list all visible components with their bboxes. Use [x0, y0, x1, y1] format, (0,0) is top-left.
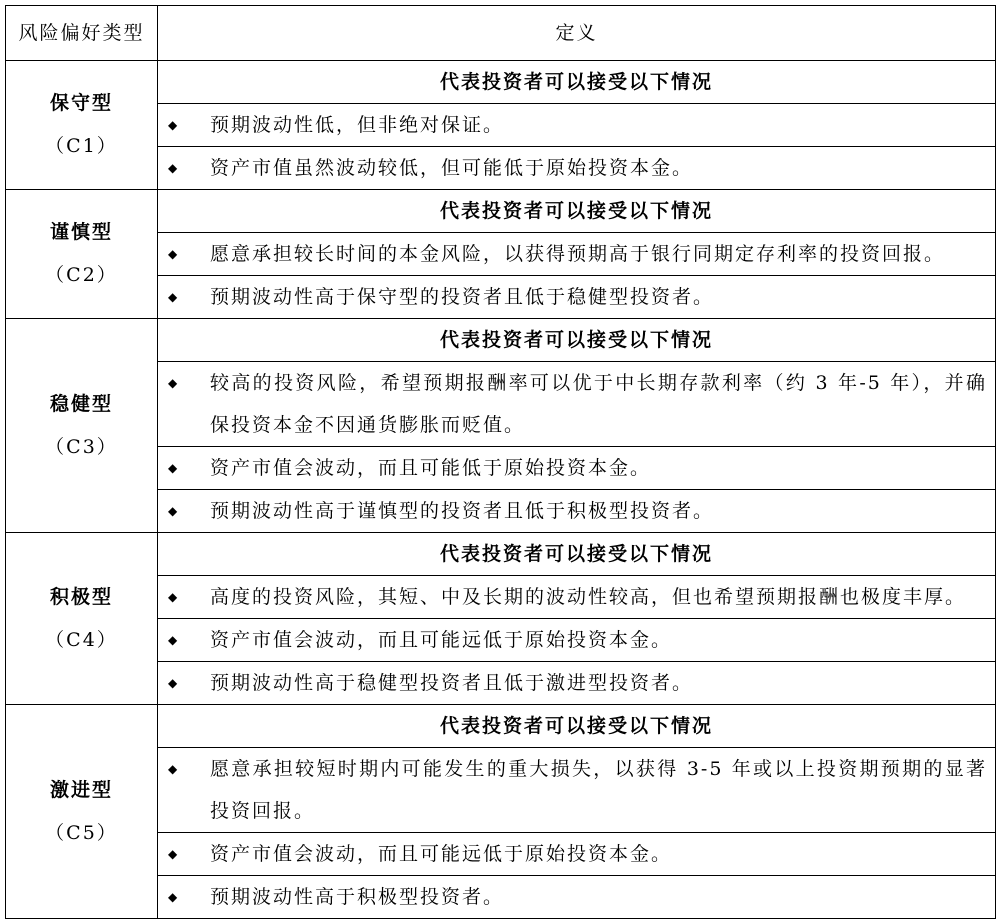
diamond-bullet-icon: ◆	[168, 762, 178, 776]
category-intro: 代表投资者可以接受以下情况	[158, 533, 996, 576]
diamond-bullet-icon: ◆	[168, 847, 178, 861]
category-intro: 代表投资者可以接受以下情况	[158, 705, 996, 748]
list-item	[158, 662, 996, 705]
category-cell-c4	[6, 533, 158, 705]
diamond-bullet-icon: ◆	[168, 504, 178, 518]
table-row	[6, 190, 996, 233]
table-row	[6, 705, 996, 748]
diamond-bullet-icon: ◆	[168, 633, 178, 647]
list-item	[158, 447, 996, 490]
diamond-bullet-icon: ◆	[168, 590, 178, 604]
category-intro: 代表投资者可以接受以下情况	[158, 61, 996, 104]
list-item	[158, 576, 996, 619]
diamond-bullet-icon: ◆	[168, 676, 178, 690]
category-code: （C3）	[45, 435, 118, 458]
diamond-bullet-icon: ◆	[168, 890, 178, 904]
table-header-row	[6, 6, 996, 61]
item-text: 愿意承担较短时期内可能发生的重大损失，以获得 3-5 年或以上投资期预期的显著投资回报。	[210, 758, 987, 822]
list-item	[158, 233, 996, 276]
item-text: 资产市值会波动，而且可能低于原始投资本金。	[210, 457, 652, 479]
category-name: 谨慎型	[49, 221, 113, 243]
category-cell-c3	[6, 319, 158, 533]
list-item	[158, 147, 996, 190]
list-item	[158, 104, 996, 147]
category-name: 稳健型	[49, 392, 113, 415]
item-text: 资产市值会波动，而且可能远低于原始投资本金。	[210, 629, 673, 651]
category-code: （C1）	[45, 135, 118, 157]
table-row	[6, 61, 996, 104]
risk-preference-table	[5, 5, 996, 919]
diamond-bullet-icon: ◆	[168, 247, 178, 261]
list-item	[158, 619, 996, 662]
diamond-bullet-icon: ◆	[168, 376, 178, 390]
list-item	[158, 833, 996, 876]
list-item	[158, 748, 996, 833]
list-item	[158, 876, 996, 919]
table-row	[6, 533, 996, 576]
category-cell-c5	[6, 705, 158, 919]
item-text: 预期波动性低，但非绝对保证。	[210, 114, 505, 136]
list-item	[158, 276, 996, 319]
diamond-bullet-icon: ◆	[168, 461, 178, 475]
category-code: （C5）	[45, 821, 118, 844]
item-text: 愿意承担较长时间的本金风险，以获得预期高于银行同期定存利率的投资回报。	[210, 243, 946, 265]
category-intro: 代表投资者可以接受以下情况	[158, 319, 996, 362]
header-definition-cell: 定义	[158, 6, 996, 61]
item-text: 预期波动性高于保守型的投资者且低于稳健型投资者。	[210, 286, 715, 308]
header-type-cell: 风险偏好类型	[6, 6, 158, 61]
item-text: 资产市值虽然波动较低，但可能低于原始投资本金。	[210, 157, 694, 179]
category-name: 积极型	[49, 585, 113, 608]
list-item	[158, 490, 996, 533]
category-code: （C4）	[45, 628, 118, 651]
item-text: 高度的投资风险，其短、中及长期的波动性较高，但也希望预期报酬也极度丰厚。	[210, 586, 967, 608]
diamond-bullet-icon: ◆	[168, 118, 178, 132]
category-code: （C2）	[45, 264, 118, 286]
item-text: 较高的投资风险，希望预期报酬率可以优于中长期存款利率（约 3 年-5 年），并确保投资本金不因通货膨胀而贬值。	[210, 372, 987, 436]
category-cell-c1	[6, 61, 158, 190]
item-text: 预期波动性高于谨慎型的投资者且低于积极型投资者。	[210, 500, 715, 522]
diamond-bullet-icon: ◆	[168, 290, 178, 304]
category-intro: 代表投资者可以接受以下情况	[158, 190, 996, 233]
diamond-bullet-icon: ◆	[168, 161, 178, 175]
table-row	[6, 319, 996, 362]
item-text: 资产市值会波动，而且可能远低于原始投资本金。	[210, 843, 673, 865]
item-text: 预期波动性高于稳健型投资者且低于激进型投资者。	[210, 672, 694, 694]
category-cell-c2	[6, 190, 158, 319]
item-text: 预期波动性高于积极型投资者。	[210, 886, 505, 908]
list-item	[158, 362, 996, 447]
category-name: 激进型	[49, 778, 113, 801]
category-name: 保守型	[49, 92, 113, 114]
